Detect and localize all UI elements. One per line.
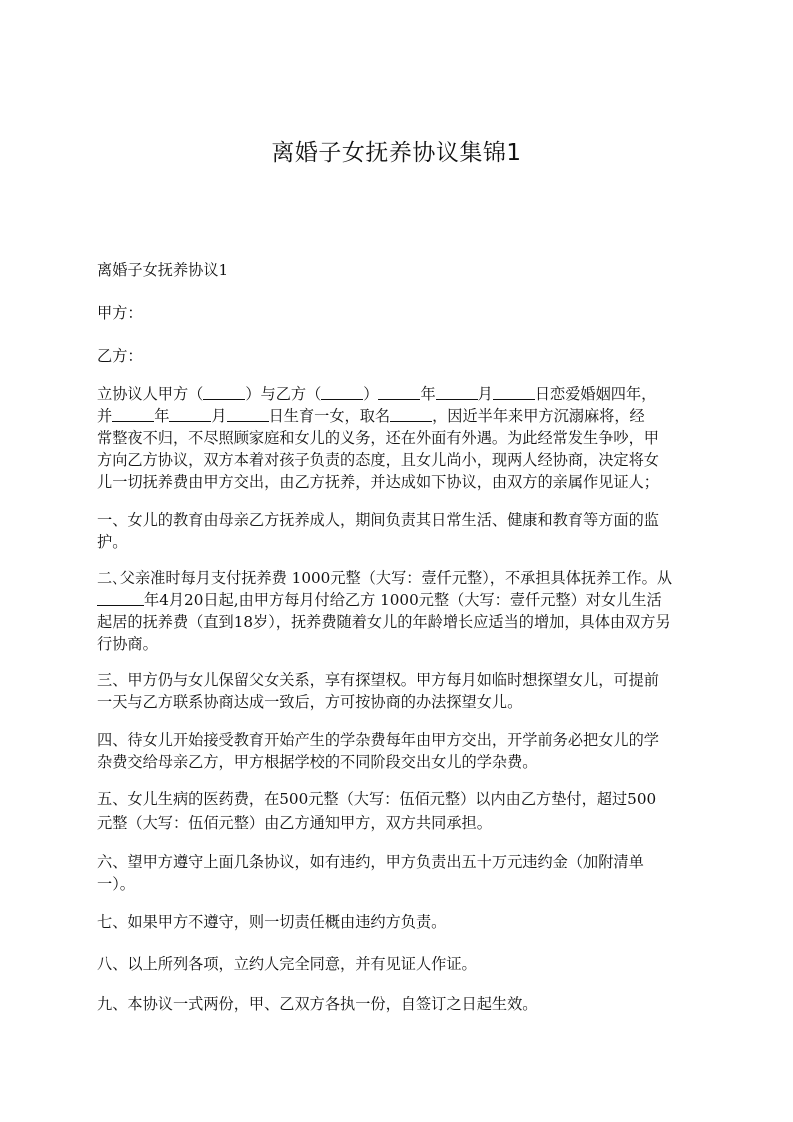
intro-text: 并 xyxy=(97,407,113,425)
party-a-label: 甲方： xyxy=(97,304,143,322)
blank-field xyxy=(112,405,154,422)
agreement-subtitle: 离婚子女抚养协议1 xyxy=(97,261,229,279)
clause-4-line-2: 杂费交给母亲乙方，甲方根据学校的不同阶段交出女儿的学杂费。 xyxy=(97,753,538,771)
intro-text: ）与乙方（ xyxy=(245,385,322,403)
document-title: 离婚子女抚养协议集锦1 xyxy=(271,140,522,166)
clause-5-line-1: 五、女儿生病的医药费，在500元整（大写：伍佰元整）以内由乙方垫付，超过500 xyxy=(97,790,657,808)
blank-field xyxy=(378,383,420,400)
clause-2-line-1: 二､父亲准时每月支付抚养费 1000元整（大写：壹仟元整），不承担具体抚养工作。从 xyxy=(97,569,673,587)
clause-3-line-2: 一天与乙方联系协商达成一致后，方可按协商的办法探望女儿。 xyxy=(97,693,523,711)
clause-5-line-2: 元整（大写：伍佰元整）由乙方通知甲方，双方共同承担。 xyxy=(97,814,492,832)
intro-text: 月 xyxy=(477,385,493,403)
blank-field xyxy=(321,383,363,400)
blank-field xyxy=(390,405,432,422)
clause-4-line-1: 四、待女儿开始接受教育开始产生的学杂费每年由甲方交出，开学前务必把女儿的学 xyxy=(97,731,659,749)
clause-1-line-2: 护。 xyxy=(97,533,128,551)
intro-text: 日恋爱婚姻四年， xyxy=(534,385,657,403)
intro-text: 日生育一女，取名 xyxy=(268,407,391,425)
clause-8: 八、以上所列各项，立约人完全同意，并有见证人作证。 xyxy=(97,955,477,973)
blank-field xyxy=(493,383,535,400)
intro-line-4: 方向乙方协议，双方本着对孩子负责的态度，且女儿尚小，现两人经协商，决定将女 xyxy=(97,451,659,469)
intro-text: ，因近半年来甲方沉溺麻将，经 xyxy=(432,407,645,425)
intro-line-2 xyxy=(97,405,697,427)
clause-2-line-3: 起居的抚养费（直到18岁），抚养费随着女儿的年龄增长应适当的增加，具体由双方另 xyxy=(97,613,671,631)
blank-field xyxy=(436,383,478,400)
blank-field xyxy=(227,405,269,422)
intro-text: 年 xyxy=(420,385,436,403)
blank-field xyxy=(169,405,211,422)
clause-9: 九、本协议一式两份，甲、乙双方各执一份，自签订之日起生效。 xyxy=(97,995,538,1013)
blank-field xyxy=(203,383,245,400)
intro-text: 月 xyxy=(211,407,227,425)
blank-field xyxy=(97,589,144,606)
clause-2-line-2 xyxy=(97,589,697,611)
intro-text: 年 xyxy=(154,407,170,425)
clause-1-line-1: 一、女儿的教育由母亲乙方抚养成人，期间负责其日常生活、健康和教育等方面的监 xyxy=(97,511,659,529)
intro-line-1 xyxy=(97,383,697,405)
party-b-label: 乙方： xyxy=(97,347,143,365)
clause-2-line-4: 行协商。 xyxy=(97,635,158,653)
intro-text: ） xyxy=(363,385,379,403)
clause-6-line-1: 六、望甲方遵守上面几条协议，如有违约，甲方负责出五十万元违约金（加附清单 xyxy=(97,853,644,871)
clause-7: 七、如果甲方不遵守，则一切责任概由违约方负责。 xyxy=(97,913,447,931)
intro-text: 立协议人甲方（ xyxy=(97,385,204,403)
clause-6-line-2: 一）。 xyxy=(97,875,135,893)
clause-text: 年4月20日起,由甲方每月付给乙方 1000元整（大写：壹仟元整）对女儿生活 xyxy=(144,591,662,609)
clause-3-line-1: 三、甲方仍与女儿保留父女关系，享有探望权。甲方每月如临时想探望女儿，可提前 xyxy=(97,671,659,689)
intro-line-3: 常整夜不归，不尽照顾家庭和女儿的义务，还在外面有外遇。为此经常发生争吵，甲 xyxy=(97,429,659,447)
intro-line-5: 儿一切抚养费由甲方交出，由乙方抚养，并达成如下协议，由双方的亲属作见证人； xyxy=(97,473,659,491)
